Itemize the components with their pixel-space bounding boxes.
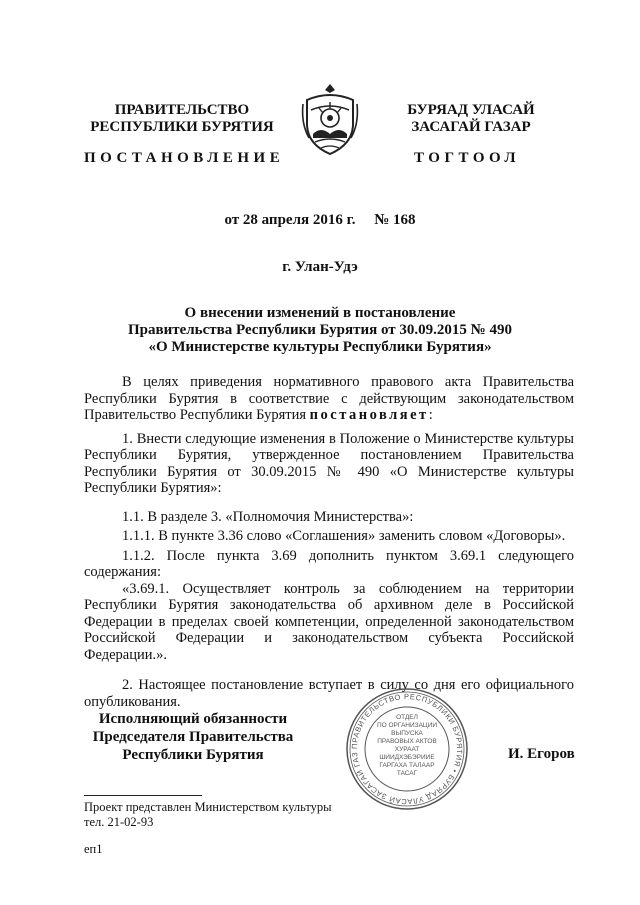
title-line2: Правительства Республики Бурятия от 30.09.2015 № 490 bbox=[127, 322, 512, 338]
document-code: еп1 bbox=[84, 842, 103, 856]
footnote-divider bbox=[84, 795, 202, 796]
official-seal-stamp bbox=[344, 686, 470, 812]
title-line1: О внесении изменений в постановление bbox=[184, 305, 456, 321]
city-line: г. Улан-Удэ bbox=[282, 259, 358, 275]
paragraph-1-1: 1.1. В разделе 3. «Полномочия Министерства»: bbox=[122, 508, 414, 525]
paragraph-1-1-2: 1.1.2. После пункта 3.69 дополнить пунктом 3.69.1 следующего содержания: bbox=[84, 547, 574, 580]
preamble-end: : bbox=[428, 407, 433, 423]
seal-line: ПО ОРГАНИЗАЦИИ bbox=[376, 722, 438, 729]
seal-line: ТАСАГ bbox=[396, 770, 418, 777]
org-name-ru-line1: ПРАВИТЕЛЬСТВО bbox=[114, 102, 250, 118]
paragraph-preamble bbox=[84, 374, 574, 424]
seal-line: ГАРГАХА ТАЛААР bbox=[379, 762, 435, 769]
seal-outer-text: ПРАВИТЕЛЬСТВО РЕСПУБЛИКИ БУРЯТИЯ • БУРЯАД УЛАСАЙ ЗАСАГАЙ ГАЗ bbox=[349, 691, 465, 807]
seal-line: ПРАВОВЫХ АКТОВ bbox=[377, 738, 437, 745]
coat-of-arms-icon bbox=[299, 80, 361, 158]
date-number-line: от 28 апреля 2016 г. № 168 bbox=[224, 212, 416, 228]
preamble-text: В целях приведения нормативного правового акта Правительства Республики Бурятия в соответствие с действующим законодательством Правительство Республики Бурятия bbox=[84, 374, 574, 423]
footnote-line1: Проект представлен Министерством культуры bbox=[84, 800, 332, 814]
doc-type-ru: ПОСТАНОВЛЕНИЕ bbox=[84, 150, 285, 166]
paragraph-3-69-1: «3.69.1. Осуществляет контроль за соблюдением на территории Республики Бурятия законодательства об архивном деле в Российской Федерации в пределах своей компетенции, определенной законодательством Российской Федерации и законодательством субъекта Российской Федерации.». bbox=[84, 580, 574, 663]
org-name-ru-line2: РЕСПУБЛИКИ БУРЯТИЯ bbox=[90, 119, 274, 135]
footnote-line2: тел. 21-02-93 bbox=[84, 815, 154, 829]
org-name-bur-line2: ЗАСАГАЙ ГАЗАР bbox=[411, 119, 531, 135]
paragraph-1: 1. Внести следующие изменения в Положение о Министерстве культуры Республики Бурятия, утвержденное постановлением Правительства Республики Бурятия от 30.09.2015 № 490 «О Министерстве культуры Республики Бурятия»: bbox=[84, 430, 574, 496]
signatory-line3: Республики Бурятия bbox=[122, 747, 264, 763]
org-name-bur-line1: БУРЯАД УЛАСАЙ bbox=[407, 102, 535, 118]
signatory-name: И. Егоров bbox=[508, 746, 575, 762]
signatory-line2: Председателя Правительства bbox=[92, 729, 294, 745]
org-name-bur bbox=[376, 102, 566, 136]
preamble-emphasis: постановляет bbox=[309, 407, 429, 423]
doc-type-bur: ТОГТООЛ bbox=[414, 150, 521, 166]
seal-line: ВЫПУСКА bbox=[391, 730, 423, 737]
seal-center-text bbox=[368, 714, 446, 778]
footnote bbox=[84, 800, 332, 830]
seal-line: ХУРААТ bbox=[394, 746, 420, 753]
seal-line: ШИИДХЭБЭРИИЕ bbox=[379, 754, 435, 761]
title-line3: «О Министерстве культуры Республики Бурятия» bbox=[148, 339, 492, 355]
paragraph-2: 2. Настоящее постановление вступает в силу со дня его официального опубликования. bbox=[84, 677, 574, 710]
document-title bbox=[0, 305, 640, 356]
org-name-ru bbox=[82, 102, 282, 136]
signatory-title bbox=[88, 710, 298, 764]
paragraph-1-1-1: 1.1.1. В пункте 3.36 слово «Соглашения» заменить словом «Договоры». bbox=[122, 528, 566, 544]
signatory-line1: Исполняющий обязанности bbox=[98, 711, 288, 727]
seal-line: ОТДЕЛ bbox=[396, 714, 418, 721]
document-body bbox=[84, 374, 574, 710]
